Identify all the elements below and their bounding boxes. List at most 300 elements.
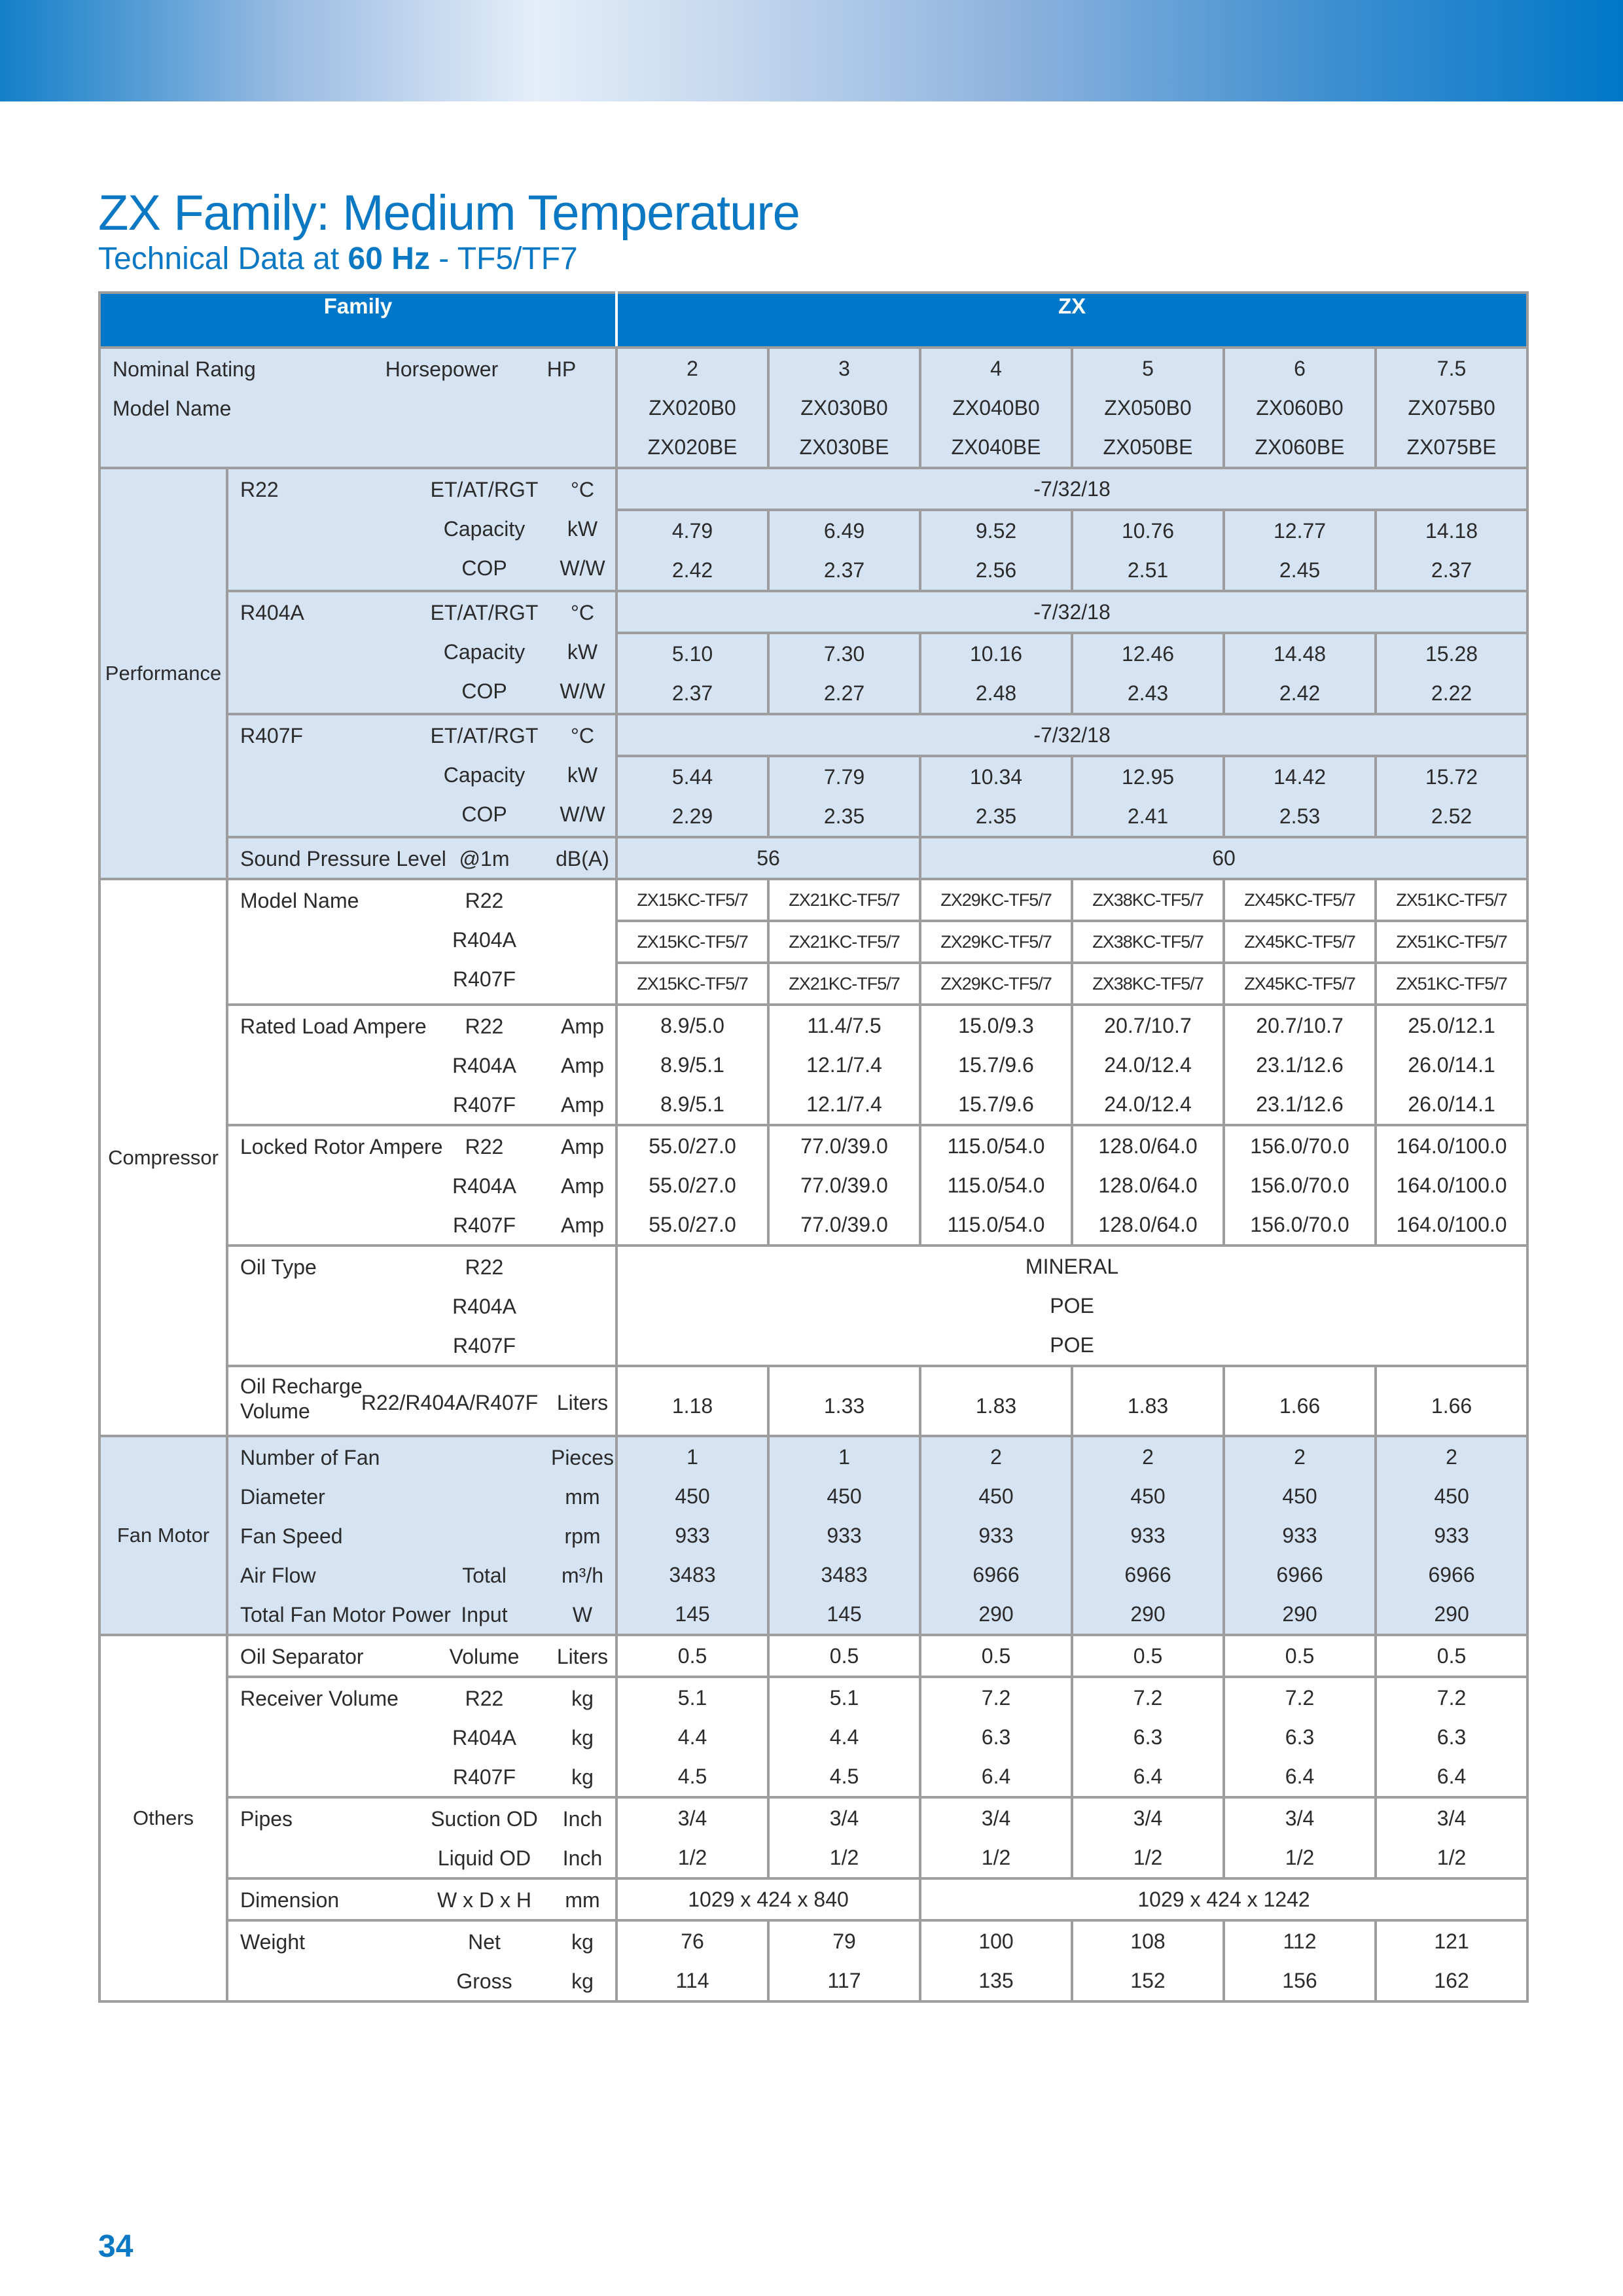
- cell-value: 1.83: [975, 1394, 1017, 1418]
- value-cell: [1376, 1366, 1527, 1436]
- value-cell: [1224, 1635, 1376, 1677]
- cell-value: 26.0/14.1: [1408, 1053, 1495, 1077]
- label-name: Oil Type: [240, 1255, 317, 1279]
- label-line: [228, 1636, 615, 1676]
- value-cell: [920, 1005, 1072, 1125]
- label-qualifier: Capacity: [443, 517, 526, 541]
- cell-value: 3/4: [677, 1806, 707, 1830]
- cell-value: 112: [1283, 1929, 1317, 1953]
- cell-value: 450: [978, 1484, 1014, 1508]
- table-row: [99, 1125, 1527, 1246]
- cell-value: 290: [1434, 1602, 1469, 1626]
- row-label: [227, 1246, 616, 1366]
- value-cell: [920, 879, 1072, 921]
- label-line: [101, 349, 615, 388]
- cell-value: ZX030B0: [800, 396, 888, 420]
- subtitle-frequency: 60 Hz: [348, 242, 430, 276]
- header-banner: [0, 0, 1623, 101]
- cell-value: ZX21KC-TF5/7: [789, 890, 900, 910]
- label-unit: kW: [567, 640, 598, 664]
- cell-value: 2.51: [1127, 558, 1169, 582]
- technical-data-table: [98, 291, 1529, 2003]
- label-qualifier: R407F: [452, 1213, 516, 1237]
- cell-value: 3/4: [1285, 1806, 1315, 1830]
- label-name: Oil Recharge Volume: [240, 1374, 363, 1423]
- page-title: ZX Family: Medium Temperature: [98, 185, 800, 241]
- family-header: Family: [99, 293, 616, 348]
- value-cell: [1072, 510, 1224, 591]
- cell-value: 7.5: [1436, 357, 1467, 380]
- label-name: Air Flow: [240, 1564, 316, 1587]
- value-cell: [1072, 1677, 1224, 1797]
- label-line: [228, 1166, 615, 1205]
- label-unit: kW: [567, 517, 598, 541]
- label-unit: m³/h: [562, 1564, 603, 1587]
- label-line: [228, 880, 615, 920]
- label-qualifier: Net: [468, 1930, 501, 1954]
- spanned-value-cell: [920, 837, 1527, 879]
- cell-value: 79: [832, 1929, 856, 1953]
- value-cell: [1376, 1005, 1527, 1125]
- cell-value: 145: [675, 1602, 710, 1626]
- label-line: [228, 671, 615, 710]
- cell-value: 6.4: [1436, 1765, 1467, 1788]
- value-cell: [1072, 963, 1224, 1005]
- row-label: [227, 1436, 616, 1635]
- value-cell: [768, 1797, 920, 1878]
- value-cell: [1072, 348, 1224, 468]
- value-cell: [768, 1125, 920, 1246]
- label-qualifier: R404A: [452, 1174, 516, 1198]
- cell-value: 1029 x 424 x 840: [688, 1888, 849, 1911]
- label-qualifier: Volume: [449, 1645, 520, 1668]
- cell-value: 2.45: [1279, 558, 1321, 582]
- value-cell: [616, 1366, 768, 1436]
- spanned-value-cell: [616, 1878, 920, 1920]
- cell-value: 4.79: [671, 519, 713, 543]
- cell-value: 55.0/27.0: [649, 1134, 736, 1158]
- cell-value: 7.79: [823, 765, 865, 789]
- cell-value: 156: [1282, 1969, 1317, 1992]
- value-cell: [616, 1920, 768, 2001]
- value-cell: [1376, 510, 1527, 591]
- cell-value: 2: [1294, 1445, 1306, 1469]
- cell-value: 162: [1434, 1969, 1469, 1992]
- cell-value: 5.10: [671, 642, 713, 666]
- cell-value: 15.0/9.3: [958, 1014, 1034, 1037]
- cell-value: 8.9/5.1: [660, 1092, 724, 1116]
- label-line: [228, 1006, 615, 1045]
- value-cell: [616, 633, 768, 714]
- cell-value: 2.35: [823, 804, 865, 828]
- cell-value: 25.0/12.1: [1408, 1014, 1495, 1037]
- value-cell: [1224, 963, 1376, 1005]
- label-line: [228, 1126, 615, 1166]
- label-line: [228, 1437, 615, 1477]
- cell-value: 3/4: [829, 1806, 859, 1830]
- cell-value: 6.3: [1285, 1725, 1315, 1749]
- value-cell: [768, 921, 920, 963]
- cell-value: 6966: [972, 1563, 1020, 1587]
- label-qualifier: R404A: [452, 928, 516, 952]
- value-cell: [616, 1125, 768, 1246]
- cell-value: 6.4: [1133, 1765, 1163, 1788]
- label-line: [228, 1286, 615, 1325]
- cell-value: 76: [681, 1929, 704, 1953]
- label-unit: W: [572, 1603, 593, 1626]
- label-unit: Amp: [561, 1054, 604, 1077]
- label-unit: Liters: [556, 1391, 609, 1414]
- spanned-value-cell: [616, 1246, 1527, 1366]
- label-qualifier: Suction OD: [431, 1807, 538, 1831]
- label-qualifier: R407F: [452, 1765, 516, 1789]
- cell-value: ZX21KC-TF5/7: [789, 974, 900, 994]
- label-line: [228, 509, 615, 548]
- label-line: [228, 1961, 615, 2000]
- cell-value: ZX45KC-TF5/7: [1244, 932, 1355, 952]
- cell-value: 2.52: [1431, 804, 1472, 828]
- value-cell: [920, 1366, 1072, 1436]
- value-cell: [616, 510, 768, 591]
- cell-value: 15.7/9.6: [958, 1092, 1034, 1116]
- label-name: Diameter: [240, 1485, 325, 1509]
- label-line: [228, 1367, 615, 1435]
- value-cell: [1072, 1366, 1224, 1436]
- label-qualifier: Total: [462, 1564, 507, 1587]
- value-cell: [1376, 633, 1527, 714]
- cell-value: 450: [1130, 1484, 1166, 1508]
- cell-value: 60: [1212, 846, 1236, 870]
- cell-value: 4.4: [829, 1725, 859, 1749]
- cell-value: 6.3: [1436, 1725, 1467, 1749]
- cell-value: 1.66: [1431, 1394, 1472, 1418]
- cell-value: 1/2: [829, 1846, 859, 1869]
- value-cell: [1224, 1797, 1376, 1878]
- value-cell: [1224, 1920, 1376, 2001]
- cell-value: 114: [675, 1969, 709, 1992]
- label-line: [228, 1045, 615, 1085]
- label-name: Model Name: [113, 397, 232, 420]
- label-name: Rated Load Ampere: [240, 1014, 427, 1038]
- cell-value: 6966: [1124, 1563, 1171, 1587]
- value-cell: [768, 510, 920, 591]
- cell-value: 2: [687, 357, 698, 380]
- cell-value: 6966: [1428, 1563, 1475, 1587]
- value-cell: [1072, 633, 1224, 714]
- cell-value: 2.22: [1431, 681, 1472, 705]
- cell-value: ZX040B0: [952, 396, 1040, 420]
- value-cell: [1376, 921, 1527, 963]
- label-unit: W/W: [560, 802, 605, 826]
- cell-value: 5.1: [677, 1686, 707, 1710]
- value-cell: [768, 1677, 920, 1797]
- label-unit: Amp: [561, 1213, 604, 1237]
- cell-value: 3/4: [1133, 1806, 1163, 1830]
- cell-value: 933: [1130, 1524, 1166, 1547]
- table-row: [99, 1797, 1527, 1878]
- cell-value: MINERAL: [1025, 1255, 1119, 1278]
- cell-value: 115.0/54.0: [947, 1134, 1045, 1158]
- cell-value: 115.0/54.0: [947, 1174, 1045, 1197]
- cell-value: 10.16: [969, 642, 1023, 666]
- cell-value: 4.5: [829, 1765, 859, 1788]
- row-label: [227, 714, 616, 837]
- cell-value: 2.53: [1279, 804, 1321, 828]
- cell-value: 933: [827, 1524, 862, 1547]
- label-unit: Pieces: [550, 1446, 615, 1469]
- row-label: [227, 1125, 616, 1246]
- cell-value: ZX020BE: [647, 435, 738, 459]
- table-row: [99, 468, 1527, 510]
- label-unit: mm: [565, 1888, 600, 1912]
- cell-value: ZX020B0: [649, 396, 736, 420]
- value-cell: [1072, 1005, 1224, 1125]
- label-unit: dB(A): [556, 847, 609, 870]
- value-cell: [1376, 1920, 1527, 2001]
- cell-value: 117: [827, 1969, 861, 1992]
- cell-value: 7.2: [1436, 1686, 1467, 1710]
- value-cell: [920, 756, 1072, 837]
- label-line: [228, 1678, 615, 1717]
- label-line: [228, 715, 615, 755]
- cell-value: 55.0/27.0: [649, 1213, 736, 1236]
- cell-value: 1/2: [1133, 1846, 1163, 1869]
- label-line: [228, 1922, 615, 1961]
- value-cell: [768, 963, 920, 1005]
- label-unit: kg: [571, 1687, 594, 1710]
- label-line: [228, 632, 615, 671]
- spanned-value-cell: [920, 1878, 1527, 1920]
- cell-value: ZX075B0: [1408, 396, 1495, 420]
- cell-value: 164.0/100.0: [1396, 1174, 1507, 1197]
- cell-value: 290: [1130, 1602, 1166, 1626]
- label-qualifier: ET/AT/RGT: [430, 601, 539, 624]
- value-cell: [920, 963, 1072, 1005]
- cell-value: 933: [978, 1524, 1014, 1547]
- value-cell: [1224, 1677, 1376, 1797]
- cell-value: 15.28: [1425, 642, 1478, 666]
- value-cell: [768, 1920, 920, 2001]
- value-cell: [616, 921, 768, 963]
- cell-value: 156.0/70.0: [1250, 1134, 1349, 1158]
- label-line: [101, 427, 615, 467]
- cell-value: 1: [838, 1445, 850, 1469]
- cell-value: 2.56: [975, 558, 1017, 582]
- label-line: [228, 469, 615, 509]
- value-cell: [616, 348, 768, 468]
- cell-value: -7/32/18: [1033, 477, 1111, 501]
- row-label: [227, 1635, 616, 1677]
- label-line: [228, 1516, 615, 1555]
- cell-value: 2: [1142, 1445, 1154, 1469]
- cell-value: ZX15KC-TF5/7: [637, 974, 748, 994]
- cell-value: 1/2: [677, 1846, 707, 1869]
- value-cell: [1376, 879, 1527, 921]
- value-cell: [1072, 879, 1224, 921]
- cell-value: 1: [687, 1445, 698, 1469]
- value-cell: [1376, 348, 1527, 468]
- label-qualifier: R22: [465, 889, 504, 912]
- label-line: [228, 838, 615, 878]
- cell-value: 20.7/10.7: [1256, 1014, 1344, 1037]
- cell-value: 933: [1434, 1524, 1469, 1547]
- cell-value: 0.5: [829, 1644, 859, 1668]
- cell-value: 20.7/10.7: [1104, 1014, 1192, 1037]
- label-name: Pipes: [240, 1807, 293, 1831]
- value-cell: [1224, 879, 1376, 921]
- cell-value: 2.29: [671, 804, 713, 828]
- cell-value: 152: [1130, 1969, 1166, 1992]
- label-qualifier: R22: [465, 1687, 504, 1710]
- value-cell: [920, 1920, 1072, 2001]
- cell-value: 5: [1142, 357, 1154, 380]
- cell-value: POE: [1050, 1294, 1094, 1318]
- cell-value: ZX21KC-TF5/7: [789, 932, 900, 952]
- label-unit: Inch: [562, 1807, 603, 1831]
- value-cell: [1072, 921, 1224, 963]
- label-unit: kg: [571, 1969, 594, 1993]
- cell-value: 9.52: [975, 519, 1017, 543]
- label-qualifier: R404A: [452, 1054, 516, 1077]
- table-row: [99, 714, 1527, 756]
- cell-value: 450: [1282, 1484, 1317, 1508]
- cell-value: 7.2: [1285, 1686, 1315, 1710]
- label-qualifier: Capacity: [443, 640, 526, 664]
- value-cell: [616, 1436, 768, 1635]
- cell-value: 56: [757, 846, 780, 870]
- label-unit: kg: [571, 1930, 594, 1954]
- value-cell: [1072, 1125, 1224, 1246]
- cell-value: 2.27: [823, 681, 865, 705]
- cell-value: 55.0/27.0: [649, 1174, 736, 1197]
- cell-value: 77.0/39.0: [800, 1213, 888, 1236]
- cell-value: 0.5: [1133, 1644, 1163, 1668]
- table-header-row: [99, 293, 1527, 348]
- label-line: [228, 1325, 615, 1365]
- section-label-fan-motor: Fan Motor: [99, 1436, 227, 1635]
- cell-value: 26.0/14.1: [1408, 1092, 1495, 1116]
- cell-value: ZX38KC-TF5/7: [1092, 974, 1204, 994]
- spanned-value-cell: [616, 714, 1527, 756]
- label-qualifier: ET/AT/RGT: [430, 478, 539, 501]
- label-name: Oil Separator: [240, 1645, 364, 1668]
- value-cell: [768, 1635, 920, 1677]
- cell-value: 3: [838, 357, 850, 380]
- value-cell: [1224, 756, 1376, 837]
- cell-value: 23.1/12.6: [1256, 1053, 1344, 1077]
- value-cell: [920, 1797, 1072, 1878]
- cell-value: ZX075BE: [1406, 435, 1497, 459]
- label-unit: rpm: [564, 1524, 601, 1548]
- value-cell: [920, 348, 1072, 468]
- value-cell: [1376, 1635, 1527, 1677]
- value-cell: [920, 633, 1072, 714]
- row-label: [227, 468, 616, 591]
- cell-value: ZX030BE: [799, 435, 889, 459]
- cell-value: -7/32/18: [1033, 723, 1111, 747]
- label-line: [228, 1594, 615, 1634]
- cell-value: 8.9/5.0: [660, 1014, 724, 1037]
- label-name: Sound Pressure Level: [240, 847, 446, 870]
- label-unit: W/W: [560, 556, 605, 580]
- cell-value: ZX45KC-TF5/7: [1244, 974, 1355, 994]
- value-cell: [1376, 756, 1527, 837]
- page-subtitle: [98, 241, 578, 277]
- cell-value: 11.4/7.5: [807, 1014, 882, 1037]
- label-name: Receiver Volume: [240, 1687, 399, 1710]
- label-unit: kW: [567, 763, 598, 787]
- value-cell: [1224, 921, 1376, 963]
- cell-value: 100: [978, 1929, 1014, 1953]
- value-cell: [768, 348, 920, 468]
- cell-value: POE: [1050, 1333, 1094, 1357]
- label-name: Model Name: [240, 889, 359, 912]
- cell-value: 2: [990, 1445, 1002, 1469]
- table-row: [99, 1878, 1527, 1920]
- cell-value: ZX51KC-TF5/7: [1396, 932, 1507, 952]
- label-line: [228, 592, 615, 632]
- table-row: [99, 591, 1527, 633]
- label-qualifier: R404A: [452, 1295, 516, 1318]
- cell-value: ZX38KC-TF5/7: [1092, 932, 1204, 952]
- cell-value: 6.3: [1133, 1725, 1163, 1749]
- cell-value: ZX15KC-TF5/7: [637, 890, 748, 910]
- cell-value: ZX060B0: [1256, 396, 1344, 420]
- label-line: [228, 1477, 615, 1516]
- cell-value: 1029 x 424 x 1242: [1137, 1888, 1310, 1911]
- label-line: [228, 1880, 615, 1919]
- value-cell: [920, 1677, 1072, 1797]
- cell-value: 14.42: [1273, 765, 1327, 789]
- label-name: Fan Speed: [240, 1524, 343, 1548]
- value-cell: [1072, 1635, 1224, 1677]
- cell-value: 115.0/54.0: [947, 1213, 1045, 1236]
- value-cell: [616, 1005, 768, 1125]
- label-qualifier: R407F: [452, 1334, 516, 1357]
- cell-value: 933: [675, 1524, 710, 1547]
- family-value-header: ZX: [616, 293, 1527, 348]
- spanned-value-cell: [616, 837, 920, 879]
- cell-value: 15.72: [1425, 765, 1478, 789]
- value-cell: [768, 756, 920, 837]
- subtitle-prefix: Technical Data at: [98, 242, 348, 276]
- cell-value: 12.77: [1273, 519, 1327, 543]
- label-unit: °C: [571, 601, 594, 624]
- cell-value: 2.48: [975, 681, 1017, 705]
- value-cell: [920, 510, 1072, 591]
- value-cell: [920, 921, 1072, 963]
- label-qualifier: R407F: [452, 967, 516, 991]
- label-line: [228, 1205, 615, 1244]
- label-qualifier: Input: [461, 1603, 508, 1626]
- value-cell: [1224, 1005, 1376, 1125]
- value-cell: [616, 963, 768, 1005]
- cell-value: 2.37: [1431, 558, 1472, 582]
- section-label-compressor: Compressor: [99, 879, 227, 1436]
- cell-value: 7.2: [981, 1686, 1011, 1710]
- value-cell: [1224, 510, 1376, 591]
- cell-value: ZX15KC-TF5/7: [637, 932, 748, 952]
- row-label: [227, 1878, 616, 1920]
- label-unit: HP: [546, 357, 577, 381]
- label-qualifier: COP: [461, 556, 507, 580]
- row-label: [227, 1005, 616, 1125]
- cell-value: 0.5: [1285, 1644, 1315, 1668]
- cell-value: ZX040BE: [951, 435, 1041, 459]
- label-line: [228, 1555, 615, 1594]
- cell-value: 6.49: [823, 519, 865, 543]
- label-qualifier: Gross: [456, 1969, 512, 1993]
